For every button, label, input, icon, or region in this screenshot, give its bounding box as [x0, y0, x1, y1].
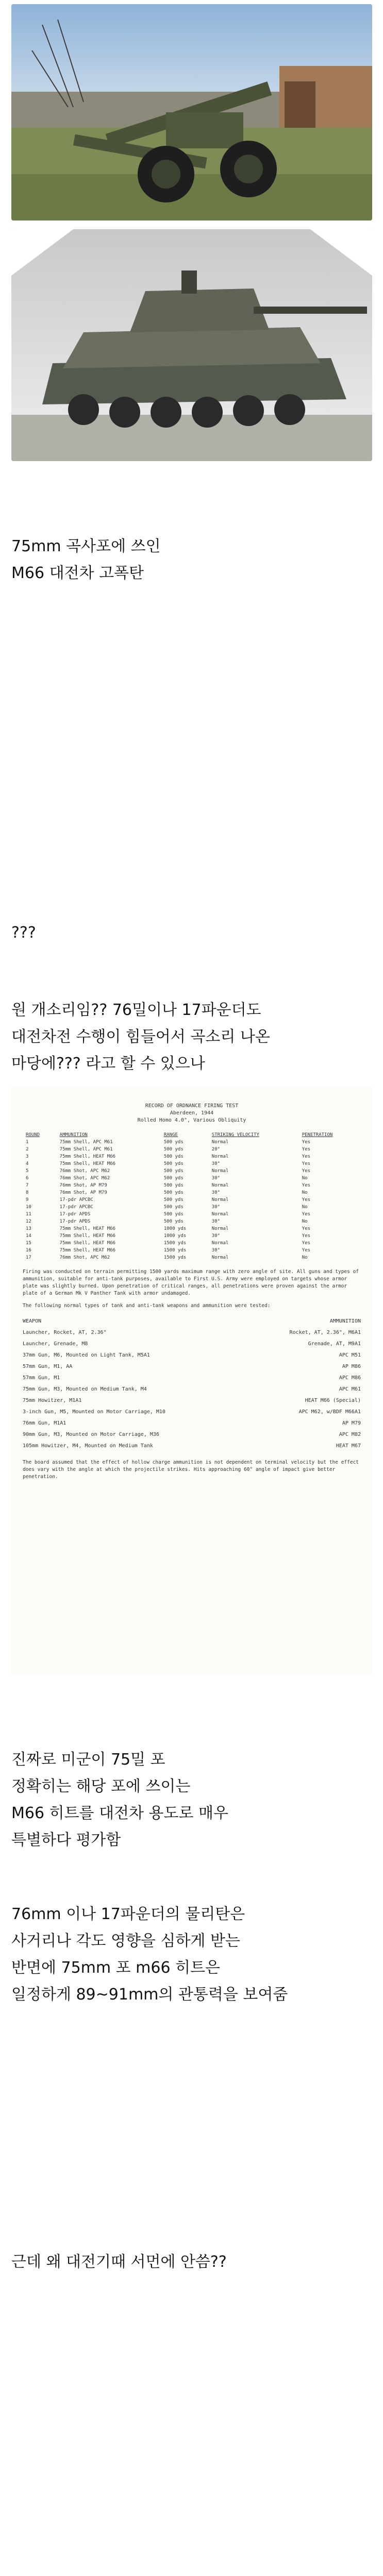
table-cell: 75mm Shell, HEAT M66	[59, 1248, 116, 1253]
table-cell: 30°	[211, 1190, 221, 1195]
weapons-table	[23, 1316, 361, 1452]
weapons-row	[23, 1372, 361, 1384]
table-cell: Normal	[211, 1140, 229, 1145]
table-cell: Yes	[302, 1154, 310, 1159]
weapons-row	[23, 1440, 361, 1452]
table-cell: 17-pdr APDS	[59, 1212, 91, 1217]
table-row	[23, 1189, 361, 1196]
weapon-ammo: Grenade, AT, M9A1	[308, 1341, 361, 1347]
table-cell: 1500 yds	[163, 1255, 187, 1260]
table-cell: 7	[26, 1183, 29, 1188]
table-cell: No	[302, 1190, 308, 1195]
table-cell: Yes	[302, 1248, 310, 1253]
caption-line: 마당에??? 라고 할 수 있으나	[11, 1055, 205, 1073]
col-penetration: PENETRATION	[302, 1132, 333, 1138]
table-cell: 500 yds	[163, 1140, 184, 1145]
table-cell: 75mm Shell, HEAT M66	[59, 1226, 116, 1231]
table-cell: 17-pdr APDS	[59, 1219, 91, 1224]
caption-line: 원 개소리임?? 76밀이나 17파운더도	[11, 1001, 261, 1019]
caption-line: 일정하게 89~91mm의 관통력을 보여줌	[11, 1986, 288, 2004]
table-row	[23, 1225, 361, 1232]
table-cell: 1500 yds	[163, 1241, 187, 1246]
table-cell: 500 yds	[163, 1197, 184, 1202]
caption-line: M66 히트를 대전차 용도로 매우	[11, 1804, 228, 1822]
weapons-col-ammo: AMMUNITION	[329, 1318, 361, 1324]
weapons-row	[23, 1350, 361, 1361]
weapons-row	[23, 1395, 361, 1406]
table-cell: 9	[26, 1197, 29, 1202]
weapon-name: 90mm Gun, M3, Mounted on Motor Carriage, M36	[23, 1432, 159, 1437]
table-row	[23, 1204, 361, 1211]
table-cell: 11	[26, 1212, 31, 1217]
weapons-row	[23, 1327, 361, 1338]
table-cell: 8	[26, 1190, 29, 1195]
caption-question	[11, 920, 36, 946]
weapons-row	[23, 1429, 361, 1440]
table-cell: 76mm Shot, APC M62	[59, 1255, 110, 1260]
weapon-name: 75mm Gun, M3, Mounted on Medium Tank, M4	[23, 1386, 147, 1392]
table-cell: 75mm Shell, HEAT M66	[59, 1154, 116, 1159]
table-cell: 75mm Shell, HEAT M66	[59, 1241, 116, 1246]
table-cell: 30°	[211, 1219, 221, 1224]
table-row	[23, 1146, 361, 1153]
table-cell: 30°	[211, 1205, 221, 1210]
table-cell: No	[302, 1219, 308, 1224]
caption-special-evaluation	[11, 1747, 228, 1854]
table-cell: 500 yds	[163, 1154, 184, 1159]
table-cell: 12	[26, 1219, 31, 1224]
table-row	[23, 1232, 361, 1240]
table-cell: 14	[26, 1233, 31, 1239]
col-round: ROUND	[26, 1132, 40, 1138]
caption-line: M66 대전차 고폭탄	[11, 564, 144, 582]
weapon-ammo: APC M61	[339, 1386, 361, 1392]
caption-m66-heat	[11, 533, 161, 587]
weapons-col-weapon: WEAPON	[23, 1318, 42, 1324]
howitzer-image	[11, 4, 372, 221]
caption-line: 특별하다 평가함	[11, 1831, 121, 1849]
firing-results-table	[23, 1131, 361, 1261]
table-row	[23, 1139, 361, 1146]
caption-line: 정확히는 해당 포에 쓰이는	[11, 1777, 191, 1795]
caption-line: ???	[11, 924, 36, 942]
weapon-name: 105mm Howitzer, M4, Mounted on Medium Tank	[23, 1443, 153, 1449]
table-cell: 500 yds	[163, 1219, 184, 1224]
weapon-ammo: APC M62, w/BDF M66A1	[298, 1409, 361, 1415]
table-cell: 3	[26, 1154, 29, 1159]
weapon-name: 37mm Gun, M6, Mounted on Light Tank, M5A1	[23, 1352, 150, 1358]
table-cell: 76mm Shot, AP M79	[59, 1190, 107, 1195]
caption-line: 사거리나 각도 영향을 심하게 받는	[11, 1932, 240, 1950]
table-row	[23, 1196, 361, 1204]
table-cell: Normal	[211, 1197, 229, 1202]
table-cell: 1500 yds	[163, 1248, 187, 1253]
table-cell: 500 yds	[163, 1183, 184, 1188]
table-row	[23, 1153, 361, 1160]
table-cell: Yes	[302, 1226, 310, 1231]
table-row	[23, 1160, 361, 1167]
weapon-ammo: AP M86	[342, 1364, 361, 1369]
table-cell: 75mm Shell, APC M61	[59, 1140, 113, 1145]
table-cell: Normal	[211, 1212, 229, 1217]
table-cell: Normal	[211, 1226, 229, 1231]
weapon-name: Launcher, Rocket, AT, 2.36"	[23, 1330, 107, 1335]
table-row	[23, 1218, 361, 1225]
caption-line: 반면에 75mm 포 m66 히트은	[11, 1959, 221, 1977]
caption-penetration-comparison	[11, 1901, 288, 2008]
table-cell: Normal	[211, 1255, 229, 1260]
table-cell: Yes	[302, 1197, 310, 1202]
firing-test-document	[11, 1087, 372, 1674]
table-cell: No	[302, 1255, 308, 1260]
caption-objection	[11, 997, 270, 1077]
weapon-name: Launcher, Grenade, M8	[23, 1341, 88, 1347]
col-velocity: STRIKING VELOCITY	[211, 1132, 259, 1138]
weapon-name: 57mm Gun, M1	[23, 1375, 60, 1381]
table-cell: Yes	[302, 1161, 310, 1166]
doc-paragraph-3-wrap	[23, 1459, 361, 1481]
weapon-ammo: AP M79	[342, 1420, 361, 1426]
weapon-ammo: HEAT M66 (Special)	[305, 1398, 361, 1403]
weapons-header	[23, 1316, 361, 1327]
weapon-ammo: APC M51	[339, 1352, 361, 1358]
table-cell: 1	[26, 1140, 29, 1145]
table-cell: 75mm Shell, APC M61	[59, 1147, 113, 1152]
table-cell: Yes	[302, 1147, 310, 1152]
table-cell: 500 yds	[163, 1168, 184, 1174]
table-cell: 1000 yds	[163, 1233, 187, 1239]
table-cell: 76mm Shot, APC M62	[59, 1168, 110, 1174]
table-cell: Yes	[302, 1140, 310, 1145]
table-cell: 30°	[211, 1161, 221, 1166]
table-cell: 13	[26, 1226, 31, 1231]
doc-paragraph-1: Firing was conducted on terrain permitting 1500 yards maximum range with zero angle of site. All guns and types of ammunition, suitable for anti-tank purposes, available to First U.S. Army were employed on targets whose armor plate was slightly burned. Upon penetration of critical ranges, all penetrations were proven against the armor plate of a German Mk V Panther Tank with armor undamaged.	[23, 1269, 359, 1296]
table-row	[23, 1182, 361, 1189]
caption-line: 대전차전 수행이 힘들어서 곡소리 나온	[11, 1028, 270, 1046]
weapon-name: 75mm Howitzer, M1A1	[23, 1398, 82, 1403]
caption-line: 75mm 곡사포에 쓰인	[11, 537, 161, 555]
table-cell: 30°	[211, 1248, 221, 1253]
weapon-name: 3-inch Gun, M5, Mounted on Motor Carriage, M10	[23, 1409, 165, 1415]
table-cell: 30°	[211, 1176, 221, 1181]
table-row	[23, 1211, 361, 1218]
doc-paragraphs	[23, 1268, 361, 1310]
table-cell: 75mm Shell, HEAT M66	[59, 1233, 116, 1239]
table-cell: 30°	[211, 1233, 221, 1239]
weapon-ammo: Rocket, AT, 2.36", M6A1	[289, 1330, 361, 1335]
table-cell: Normal	[211, 1241, 229, 1246]
table-cell: No	[302, 1176, 308, 1181]
table-cell: 17-pdr APCBC	[59, 1197, 93, 1202]
table-cell: 2	[26, 1147, 29, 1152]
table-row	[23, 1175, 361, 1182]
table-cell: 500 yds	[163, 1147, 184, 1152]
weapons-row	[23, 1384, 361, 1395]
table-cell: 6	[26, 1176, 29, 1181]
howitzer-photo	[11, 4, 372, 221]
table-row	[23, 1254, 361, 1261]
table-cell: 500 yds	[163, 1176, 184, 1181]
table-cell: Yes	[302, 1183, 310, 1188]
weapon-ammo: HEAT M67	[336, 1443, 361, 1449]
table-cell: 15	[26, 1241, 31, 1246]
tank-image	[11, 229, 372, 461]
weapon-name: 57mm Gun, M1, AA	[23, 1364, 73, 1369]
table-cell: Normal	[211, 1154, 229, 1159]
table-cell: No	[302, 1205, 308, 1210]
table-cell: 500 yds	[163, 1161, 184, 1166]
table-cell: 75mm Shell, HEAT M66	[59, 1161, 116, 1166]
doc-title: RECORD OF ORDNANCE FIRING TEST	[145, 1103, 239, 1109]
table-cell: 1000 yds	[163, 1226, 187, 1231]
table-cell: 20°	[211, 1147, 221, 1152]
table-row	[23, 1240, 361, 1247]
table-cell: 17	[26, 1255, 31, 1260]
table-cell: 500 yds	[163, 1212, 184, 1217]
weapon-ammo: APC M82	[339, 1432, 361, 1437]
table-cell: 5	[26, 1168, 29, 1174]
caption-line: 76mm 이나 17파운더의 물리탄은	[11, 1905, 245, 1923]
table-cell: 76mm Shot, AP M79	[59, 1183, 107, 1188]
table-cell: 500 yds	[163, 1205, 184, 1210]
doc-paragraph-3: The board assumed that the effect of hollow charge ammunition is not dependent on terminal velocity but the effect does vary with the angle at which the projectile strikes. Hits approaching 60° angle of impact give better penetration.	[23, 1460, 359, 1480]
table-row	[23, 1167, 361, 1175]
table-cell: 500 yds	[163, 1190, 184, 1195]
weapons-row	[23, 1418, 361, 1429]
table-cell: 4	[26, 1161, 29, 1166]
table-cell: Yes	[302, 1241, 310, 1246]
weapons-row	[23, 1338, 361, 1350]
doc-subtitle-2: Rolled Homo 4.0", Various Obliquity	[137, 1117, 246, 1123]
tank-photo	[11, 229, 372, 461]
table-cell: 16	[26, 1248, 31, 1253]
table-cell: Normal	[211, 1168, 229, 1174]
caption-line: 진짜로 미군이 75밀 포	[11, 1751, 165, 1769]
weapons-row	[23, 1361, 361, 1372]
weapon-ammo: APC M86	[339, 1375, 361, 1381]
table-cell: Normal	[211, 1183, 229, 1188]
table-cell: Yes	[302, 1168, 310, 1174]
table-header-row	[23, 1131, 361, 1139]
doc-paragraph-2: The following normal types of tank and anti-tank weapons and ammunition were tested:	[23, 1303, 271, 1309]
weapon-name: 76mm Gun, M1A1	[23, 1420, 66, 1426]
table-cell: 17-pdr APCBC	[59, 1205, 93, 1210]
table-row	[23, 1247, 361, 1254]
caption-why-not-used	[11, 2249, 227, 2276]
table-cell: 10	[26, 1205, 31, 1210]
doc-subtitle: Aberdeen, 1944	[170, 1110, 214, 1116]
col-range: RANGE	[163, 1132, 178, 1138]
caption-line: 근데 왜 대전기때 서먼에 안씀??	[11, 2253, 227, 2271]
table-cell: Yes	[302, 1212, 310, 1217]
weapons-row	[23, 1406, 361, 1418]
table-cell: Yes	[302, 1233, 310, 1239]
col-ammunition: AMMUNITION	[59, 1132, 88, 1138]
table-cell: 76mm Shot, APC M62	[59, 1176, 110, 1181]
